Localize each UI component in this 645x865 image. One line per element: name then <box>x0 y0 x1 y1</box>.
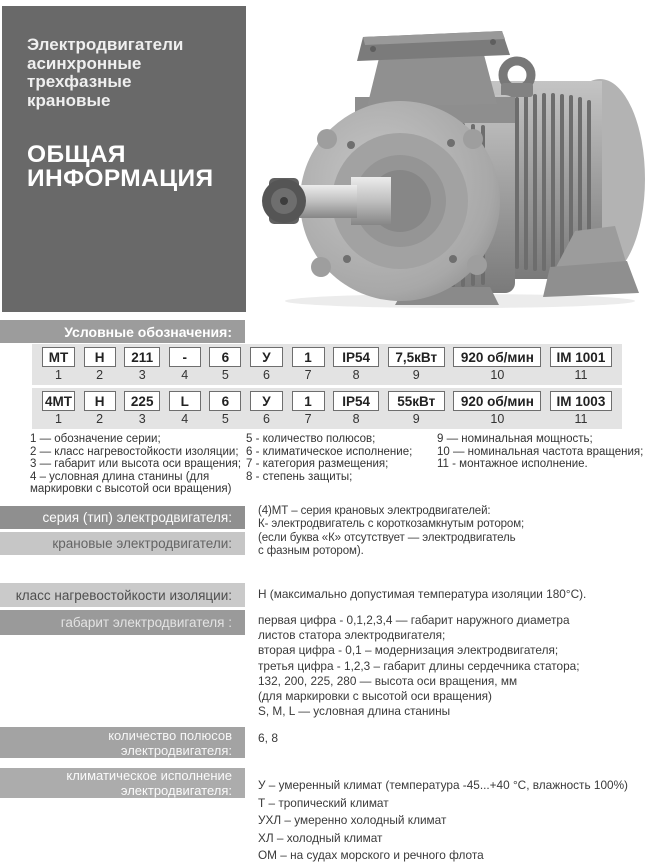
subtitle-line: асинхронные <box>27 53 142 73</box>
designation-code: IP54 <box>333 347 379 367</box>
page-title-line: ОБЩАЯ <box>27 141 126 168</box>
description-line: ОМ – на судах морского и речного флота <box>258 848 484 863</box>
designation-number: 4 <box>181 368 189 382</box>
poles-count-label <box>0 727 245 758</box>
series-label-text: серия (тип) электродвигателя: <box>42 510 232 525</box>
designation-number: 2 <box>96 412 104 426</box>
designation-cell <box>250 391 283 429</box>
page-title <box>27 143 236 191</box>
description-line: ХЛ – холодный климат <box>258 830 383 845</box>
description-line: листов статора электродвигателя; <box>258 628 446 643</box>
climate-version-label <box>0 768 245 798</box>
crane-motors-label-text: крановые электродвигатели: <box>52 536 232 551</box>
legend-item: 9 — номинальная мощность; <box>437 433 593 445</box>
motor-illustration <box>255 8 645 310</box>
designation-number: 4 <box>181 412 189 426</box>
designation-code: IM 1003 <box>550 391 612 411</box>
designation-code: 7,5кВт <box>388 347 445 367</box>
description-line: УХЛ – умеренно холодный климат <box>258 813 447 828</box>
designation-code: - <box>169 347 201 367</box>
series-label <box>0 506 245 529</box>
designation-cell <box>453 347 541 385</box>
legend-item: 10 — номинальная частота вращения; <box>437 445 644 458</box>
motor-photo <box>255 8 645 310</box>
legend-item: 5 - количество полюсов; <box>246 433 376 445</box>
designation-number: 7 <box>304 412 312 426</box>
description-line: S, M, L — условная длина станины <box>258 704 451 719</box>
frame-size-description <box>258 613 579 719</box>
insulation-class-label <box>0 583 245 607</box>
designation-number: 10 <box>490 412 505 426</box>
insulation-class-description: Н (максимально допустимая температура изоляции 180°С). <box>258 587 587 601</box>
designation-cell <box>124 347 160 385</box>
designation-cell <box>550 391 612 429</box>
legend-column-3 <box>437 433 642 471</box>
legend-item: 8 - степень защиты; <box>246 470 353 483</box>
designation-cell <box>388 347 445 385</box>
designation-cell <box>169 347 201 385</box>
designation-number: 8 <box>352 412 360 426</box>
designation-code: 211 <box>124 347 160 367</box>
designation-number: 6 <box>262 412 270 426</box>
designation-cell <box>42 347 75 385</box>
description-line: третья цифра - 1,2,3 – габарит длины сердечника статора; <box>258 658 580 673</box>
climate-version-label-line: электродвигателя: <box>120 783 232 798</box>
designation-code: 920 об/мин <box>453 347 541 367</box>
legend-item: 6 - климатическое исполнение; <box>246 445 413 458</box>
legend-item: 11 - монтажное исполнение. <box>437 458 588 471</box>
designation-cell <box>84 347 116 385</box>
designation-number: 6 <box>262 368 270 382</box>
description-line: Т – тропический климат <box>258 795 389 810</box>
designation-code: У <box>250 347 283 367</box>
designation-code: 920 об/мин <box>453 391 541 411</box>
description-line: У – умеренный климат (температура -45...+40 °С, влажность 100%) <box>258 778 628 792</box>
legend-item: 4 – условная длина станины (для маркировки с высотой оси вращения) <box>30 470 232 496</box>
designation-cell <box>453 391 541 429</box>
designation-code: МТ <box>42 347 75 367</box>
designation-code: 55кВт <box>388 391 445 411</box>
subtitle-line: трехфазные <box>27 72 132 91</box>
designation-cell <box>209 391 241 429</box>
designation-cell <box>250 347 283 385</box>
designation-cell <box>169 391 201 429</box>
designation-cell <box>124 391 160 429</box>
legend-item: 3 — габарит или высота оси вращения; <box>30 458 242 471</box>
legend-item: 1 — обозначение серии; <box>30 433 161 445</box>
designation-number: 3 <box>138 368 146 382</box>
description-line: К- электродвигатель с короткозамкнутым ротором; <box>258 518 525 531</box>
designation-code: 1 <box>292 347 325 367</box>
legend-item: 2 — класс нагревостойкости изоляции; <box>30 445 239 458</box>
designation-number: 10 <box>490 368 505 382</box>
frame-size-label-text: габарит электродвигателя : <box>60 615 232 630</box>
frame-size-label <box>0 610 245 635</box>
designation-code: IM 1001 <box>550 347 612 367</box>
description-line: с фазным ротором). <box>258 545 364 558</box>
subtitle-line: крановые <box>27 90 111 110</box>
designation-number: 5 <box>221 368 229 382</box>
designation-code: 1 <box>292 391 325 411</box>
designation-cell <box>292 347 325 385</box>
designation-cell <box>42 391 75 429</box>
description-line: первая цифра - 0,1,2,3,4 — габарит наружного диаметра <box>258 613 570 627</box>
description-line: 132, 200, 225, 280 — высота оси вращения, мм <box>258 673 518 688</box>
climate-version-label-line: климатическое исполнение <box>66 768 232 783</box>
designation-code: 6 <box>209 391 241 411</box>
poles-count-value: 6, 8 <box>258 731 279 745</box>
designation-code: У <box>250 391 283 411</box>
designation-cell <box>84 391 116 429</box>
designation-number: 9 <box>412 368 420 382</box>
designation-number: 2 <box>96 368 104 382</box>
description-line: (4)МТ – серия крановых электродвигателей: <box>258 505 491 517</box>
header-panel <box>2 6 246 312</box>
description-line: (для маркировки с высотой оси вращения) <box>258 689 492 704</box>
designation-cell <box>209 347 241 385</box>
designation-code: 6 <box>209 347 241 367</box>
designation-code: 225 <box>124 391 160 411</box>
climate-version-description <box>258 777 628 865</box>
designations-heading-label: Условные обозначения: <box>64 323 232 340</box>
designation-code: 4МТ <box>42 391 75 411</box>
designation-number: 9 <box>412 412 420 426</box>
designation-cell <box>333 347 379 385</box>
designation-number: 7 <box>304 368 312 382</box>
designation-code: Н <box>84 391 116 411</box>
legend-item: 7 - категория размещения; <box>246 458 389 471</box>
designation-row-2 <box>32 388 622 429</box>
description-line: (если буква «К» отсутствует — электродвигатель <box>258 531 516 544</box>
series-description <box>258 505 524 559</box>
designation-number: 11 <box>574 368 588 382</box>
designation-number: 3 <box>138 412 146 426</box>
designation-number: 5 <box>221 412 229 426</box>
poles-count-label-line: количество полюсов <box>108 727 232 743</box>
designation-code: L <box>169 391 201 411</box>
designation-cell <box>388 391 445 429</box>
designation-code: IP54 <box>333 391 379 411</box>
product-subtitle <box>27 36 236 110</box>
designation-number: 1 <box>55 368 62 382</box>
designation-cell <box>550 347 612 385</box>
designations-heading <box>0 320 245 343</box>
description-line: вторая цифра - 0,1 – модернизация электродвигателя; <box>258 643 559 658</box>
page-title-line: ИНФОРМАЦИЯ <box>27 165 214 192</box>
crane-motors-label <box>0 532 245 555</box>
designation-number: 8 <box>352 368 360 382</box>
poles-count-label-line: электродвигателя: <box>120 742 232 758</box>
designation-row-1 <box>32 344 622 385</box>
designation-number: 1 <box>55 412 62 426</box>
insulation-class-label-text: класс нагревостойкости изоляции: <box>15 587 232 603</box>
legend-column-1 <box>30 433 244 496</box>
designation-cell <box>333 391 379 429</box>
designation-code: Н <box>84 347 116 367</box>
designation-cell <box>292 391 325 429</box>
subtitle-line: Электродвигатели <box>27 35 184 54</box>
designation-number: 11 <box>574 412 588 426</box>
legend-column-2 <box>246 433 420 483</box>
